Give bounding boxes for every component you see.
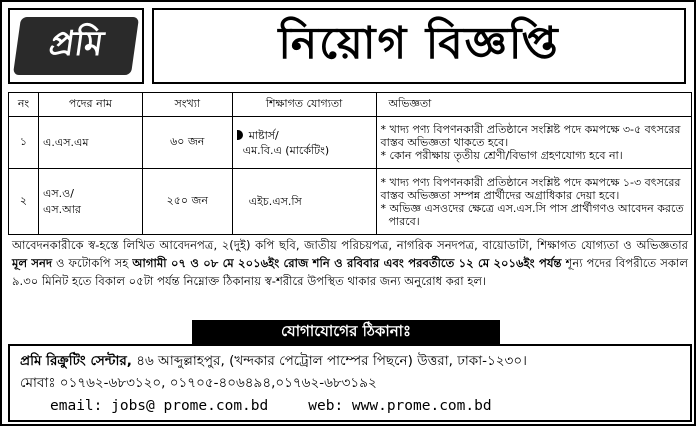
company-logo [8, 8, 144, 84]
header [2, 2, 694, 88]
col-header-experience: অভিজ্ঞতা [376, 93, 691, 117]
experience [376, 169, 691, 235]
instruction-bold: মূল সনদ [12, 256, 53, 270]
phone-numbers: মোবাঃ ০১৭৬২-৬৮৩১২০, ০১৭০৫-৪০৬৪৯৪,০১৭৬২-৬৮৩১৯২ [20, 375, 377, 391]
education [232, 117, 376, 169]
education [232, 169, 376, 235]
experience-line: বাস্তব অভিজ্ঞতা থাকতে হবে। [380, 136, 509, 149]
col-header-no: নং [9, 93, 39, 117]
post-name-line: এস.আর [42, 202, 81, 216]
post-name-line: এ.এস.এম [42, 135, 89, 149]
col-header-post: পদের নাম [38, 93, 142, 117]
post-name-line: এস.ও/ [42, 186, 74, 200]
online-contact [50, 398, 492, 414]
vacancy-count: ২৫০ জন [142, 169, 232, 235]
education-line: এম.বি.এ (মার্কেটিং) [242, 143, 330, 157]
experience-line: পারবে। [388, 214, 420, 228]
contact-box [8, 344, 692, 422]
experience-line: * খাদ্য পণ্য বিপণনকারী প্রতিষ্ঠানে সংশ্লিষ্ট পদে কমপক্ষে ১-৩ বৎসরের [380, 175, 681, 189]
instruction-text: আবেদনকারীকে স্ব-হস্তে লিখিত আবেদনপত্র, ২(দুই) কপি ছবি, জাতীয় পরিচয়পত্র, নাগরিক সনদপত্র, বায়োডাটা, শিক্ষাগত যোগ্যতা ও অভিজ্ঞতার [12, 238, 688, 252]
address: ৪৬ আব্দুল্লাহপুর, (খন্দকার পেট্রোল পাম্পের পিছনে) উত্তরা, ঢাকা-১২৩০। [131, 353, 527, 369]
experience-line: * অভিজ্ঞ এসওদের ক্ষেত্রে এস.এস.সি পাস প্রার্থীগণও আবেদন করতে [380, 201, 684, 215]
bullet-icon [237, 130, 243, 140]
email-link[interactable]: email: jobs@ prome.com.bd [50, 398, 269, 414]
col-header-vacancy: সংখ্যা [142, 93, 232, 117]
row-no: ১ [9, 117, 39, 169]
address-line [20, 350, 527, 373]
experience [376, 117, 691, 169]
instruction-text: শূন্য পদের বিপরীতে সকাল ৯.৩০ মিনিট হতে বিকাল ০৫টা পর্যন্ত নিম্নোক্ত ঠিকানায় স্ব-শরীরে উপস্থিত থাকার জন্য অনুরোধ করা হল। [12, 256, 688, 288]
experience-line: * কোন পরীক্ষায় তৃতীয় শ্রেণী/বিভাগ গ্রহণযোগ্য হবে না। [380, 149, 623, 162]
experience-line: * খাদ্য পণ্য বিপণনকারী প্রতিষ্ঠানে সংশ্লিষ্ট পদে কমপক্ষে ৩-৫ বৎসরের [380, 123, 681, 136]
page-title: নিয়োগ বিজ্ঞপ্তি [152, 8, 686, 84]
logo-text: প্রমি [13, 17, 139, 75]
experience-line: বাস্তব অভিজ্ঞতা সম্পন্ন প্রার্থীদের অগ্রাধিকার দেয়া হবে। [380, 188, 620, 202]
application-instructions [12, 236, 688, 290]
company-name: প্রমি রিক্রুটিং সেন্টার, [20, 353, 132, 369]
row-no: ২ [9, 169, 39, 235]
table-header-row [9, 93, 692, 117]
vacancy-count: ৬০ জন [142, 117, 232, 169]
table-row [9, 169, 692, 235]
website-link[interactable]: web: www.prome.com.bd [308, 398, 492, 414]
instruction-text: ও ফটোকপি সহ [52, 256, 133, 270]
education-line: এইচ.এস.সি [248, 195, 302, 208]
contact-heading: যোগাযোগের ঠিকানাঃ [192, 320, 500, 344]
table-row [9, 117, 692, 169]
col-header-education: শিক্ষাগত যোগ্যতা [232, 93, 376, 117]
instruction-bold: আগামী ০৭ ও ০৮ মে ২০১৬ইং রোজ শনি ও রবিবার এবং পরবর্তীতে ১২ মে ২০১৬ইং পর্যন্ত [132, 256, 562, 270]
jobs-table [8, 92, 692, 235]
post-name [38, 117, 142, 169]
post-name [38, 169, 142, 235]
education-line: মাষ্টার্স/ [248, 128, 279, 142]
